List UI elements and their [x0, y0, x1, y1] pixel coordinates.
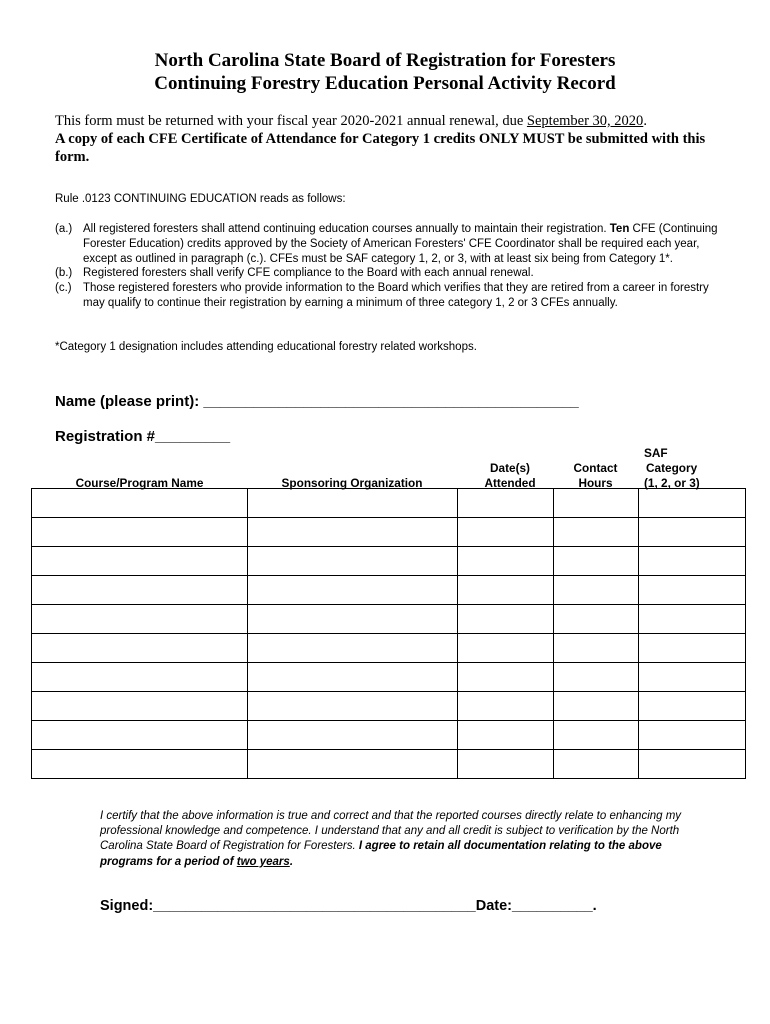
table-row [32, 750, 746, 779]
due-date: September 30, 2020 [526, 113, 644, 129]
certification-end: . [289, 855, 294, 868]
dates-cell[interactable] [458, 576, 554, 605]
dates-cell[interactable] [458, 663, 554, 692]
hours-cell[interactable] [554, 576, 639, 605]
hours-cell[interactable] [554, 605, 639, 634]
rule-item-c [55, 281, 730, 311]
column-header-line: (1, 2, or 3) [644, 476, 700, 490]
dates-cell[interactable] [458, 750, 554, 779]
form-title-line-2: Continuing Forestry Education Personal Activity Record [154, 73, 616, 94]
column-header-dates [465, 461, 555, 491]
signature-field[interactable]: Signed:________________________________________ [100, 898, 476, 914]
hours-cell[interactable] [554, 634, 639, 663]
retention-period: two years [236, 855, 290, 868]
column-header-line: Category [646, 461, 698, 475]
sponsor-cell[interactable] [248, 489, 458, 518]
registration-number-field[interactable]: Registration #_________ [55, 428, 231, 445]
column-header-line: Sponsoring Organization [281, 476, 423, 490]
category-cell[interactable] [639, 605, 746, 634]
course-cell[interactable] [32, 634, 248, 663]
column-header-line: Attended [484, 476, 536, 490]
sponsor-cell[interactable] [248, 750, 458, 779]
table-row [32, 692, 746, 721]
rule-heading: Rule .0123 CONTINUING EDUCATION reads as follows: [55, 193, 346, 205]
course-cell[interactable] [32, 605, 248, 634]
dates-cell[interactable] [458, 634, 554, 663]
course-cell[interactable] [32, 518, 248, 547]
sponsor-cell[interactable] [248, 721, 458, 750]
category-cell[interactable] [639, 489, 746, 518]
rule-text-part: CFE (Continuing Forester Education) credits approved by the Society of American Foresters' CFE Coordinator shall be required each year, except as outlined in paragraph (c.). CFEs must be SAF category 1, 2, or 3, with at least six being from Category 1*. [83, 223, 718, 265]
dates-cell[interactable] [458, 721, 554, 750]
date-field[interactable]: Date:__________ [475, 898, 593, 914]
category-cell[interactable] [639, 634, 746, 663]
rule-item-text [83, 222, 730, 266]
dates-cell[interactable] [458, 605, 554, 634]
column-header-line: Course/Program Name [75, 476, 204, 490]
table-row [32, 663, 746, 692]
sponsor-cell[interactable] [248, 692, 458, 721]
course-cell[interactable] [32, 750, 248, 779]
rule-item-text: Those registered foresters who provide information to the Board which verifies that they are retired from a career in forestry may qualify to continue their registration by earning a minimum of three category 1, 2 or 3 CFEs annually. [83, 282, 709, 309]
column-header-line: SAF [644, 446, 668, 460]
dates-cell[interactable] [458, 489, 554, 518]
category-cell[interactable] [639, 721, 746, 750]
dates-cell[interactable] [458, 518, 554, 547]
sponsor-cell[interactable] [248, 547, 458, 576]
dates-cell[interactable] [458, 547, 554, 576]
category-cell[interactable] [639, 576, 746, 605]
course-cell[interactable] [32, 547, 248, 576]
sponsor-cell[interactable] [248, 634, 458, 663]
sponsor-cell[interactable] [248, 605, 458, 634]
hours-cell[interactable] [554, 750, 639, 779]
category-cell[interactable] [639, 547, 746, 576]
sponsor-cell[interactable] [248, 663, 458, 692]
activity-table-body [32, 489, 746, 779]
course-cell[interactable] [32, 692, 248, 721]
category-cell[interactable] [639, 518, 746, 547]
return-instructions-text: This form must be returned with your fiscal year 2020-2021 annual renewal, due [55, 113, 527, 129]
rule-item-label: (c.) [55, 282, 72, 295]
form-title-line-1: North Carolina State Board of Registration for Foresters [154, 50, 616, 71]
certification-statement [100, 809, 690, 870]
sponsor-cell[interactable] [248, 518, 458, 547]
table-row [32, 634, 746, 663]
rule-item-a [55, 222, 730, 266]
dates-cell[interactable] [458, 692, 554, 721]
name-field[interactable]: Name (please print): _____________________________________________ [55, 393, 579, 410]
course-cell[interactable] [32, 489, 248, 518]
activity-table [31, 488, 746, 779]
rule-item-label: (a.) [55, 223, 73, 235]
category-footnote: *Category 1 designation includes attending educational forestry related workshops. [55, 341, 477, 353]
course-cell[interactable] [32, 576, 248, 605]
course-cell[interactable] [32, 721, 248, 750]
category-cell[interactable] [639, 692, 746, 721]
column-header-hours [553, 461, 638, 491]
column-header-saf-category [638, 446, 710, 491]
hours-cell[interactable] [554, 547, 639, 576]
signature-row [100, 898, 597, 914]
rule-item-text: Registered foresters shall verify CFE compliance to the Board with each annual renewal. [83, 267, 534, 280]
hours-cell[interactable] [554, 721, 639, 750]
signature-trailing: . [592, 898, 597, 914]
sponsor-cell[interactable] [248, 576, 458, 605]
return-instructions [55, 112, 735, 130]
certificate-notice: A copy of each CFE Certificate of Attendance for Category 1 credits ONLY MUST be submitted with this form. [55, 131, 706, 165]
category-cell[interactable] [639, 750, 746, 779]
course-cell[interactable] [32, 663, 248, 692]
hours-cell[interactable] [554, 692, 639, 721]
rule-list [55, 222, 730, 311]
rule-item-label: (b.) [55, 267, 73, 280]
hours-cell[interactable] [554, 518, 639, 547]
table-row [32, 576, 746, 605]
hours-cell[interactable] [554, 663, 639, 692]
column-header-line: Hours [578, 476, 613, 490]
table-row [32, 518, 746, 547]
return-instructions-end: . [643, 113, 647, 129]
category-cell[interactable] [639, 663, 746, 692]
hours-cell[interactable] [554, 489, 639, 518]
table-row [32, 605, 746, 634]
rule-text-part: All registered foresters shall attend continuing education courses annually to maintain their registration. [83, 223, 610, 235]
table-row [32, 489, 746, 518]
column-header-line: Contact [573, 461, 618, 475]
certification-text: I certify that the above information is true and correct and that the reported courses directly relate to enhancing my professional knowledge and competence. I understand that any and all credit is subject to verification by the North Carolina State Board of Registration for Foresters. [100, 810, 682, 853]
rule-item-b [55, 266, 730, 281]
rule-text-bold: Ten [609, 223, 630, 235]
column-header-line: Date(s) [490, 461, 530, 475]
certification-retention-text: I agree to retain all documentation relating to the above programs for a period of [100, 840, 662, 868]
table-row [32, 547, 746, 576]
table-row [32, 721, 746, 750]
